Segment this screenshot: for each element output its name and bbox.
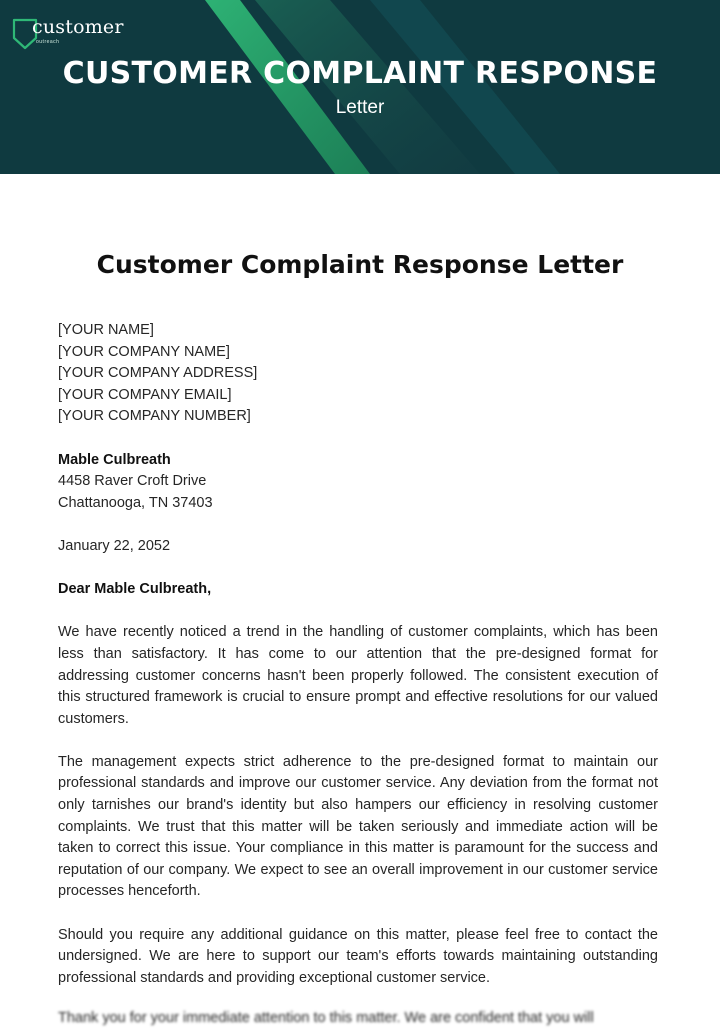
- recipient-name: Mable Culbreath: [58, 451, 171, 468]
- banner-subtitle: Letter: [335, 97, 385, 118]
- paragraph-2: The management expects strict adherence to the pre-designed format to maintain our professional standards and improve our customer service. Any deviation from the format not only tarnishes our brand's identity but also hampers our efficiency in resolving customer complaints. We trust that this matter will be taken seriously and immediate action will be taken to correct this issue. Your compliance in this matter is paramount for the success and reputation of our company. We expect to see an overall improvement in our customer service processes henceforth.: [58, 753, 658, 900]
- sender-number: [YOUR COMPANY NUMBER]: [58, 408, 251, 425]
- letter-date: January 22, 2052: [58, 537, 171, 554]
- header-banner: [0, 0, 720, 174]
- sender-address: [YOUR COMPANY ADDRESS]: [58, 365, 258, 382]
- document-title: Customer Complaint Response Letter: [96, 250, 624, 279]
- recipient-city: Chattanooga, TN 37403: [58, 494, 213, 511]
- logo-subtext: outreach: [36, 39, 60, 45]
- banner-title: CUSTOMER COMPLAINT RESPONSE: [62, 56, 658, 91]
- sender-company: [YOUR COMPANY NAME]: [58, 343, 230, 360]
- closing-paragraph-partial: Thank you for your immediate attention to this matter. We are confident that you will: [58, 1010, 594, 1026]
- sender-email: [YOUR COMPANY EMAIL]: [58, 386, 232, 403]
- paragraph-1: We have recently noticed a trend in the handling of customer complaints, which has been less than satisfactory. It has come to our attention that the pre-designed format for addressing customer concerns hasn't been properly followed. The consistent execution of this structured framework is crucial to ensure prompt and effective resolutions for our valued customers.: [58, 624, 658, 727]
- recipient-street: 4458 Raver Croft Drive: [58, 473, 207, 490]
- paragraph-3: Should you require any additional guidance on this matter, please feel free to contact the undersigned. We are here to support our team's efforts towards maintaining outstanding professional standards and providing exceptional customer service.: [58, 926, 658, 986]
- salutation: Dear Mable Culbreath,: [58, 581, 212, 598]
- sender-name: [YOUR NAME]: [58, 322, 154, 338]
- letter-body: [58, 320, 658, 989]
- logo-text: customer: [32, 16, 124, 38]
